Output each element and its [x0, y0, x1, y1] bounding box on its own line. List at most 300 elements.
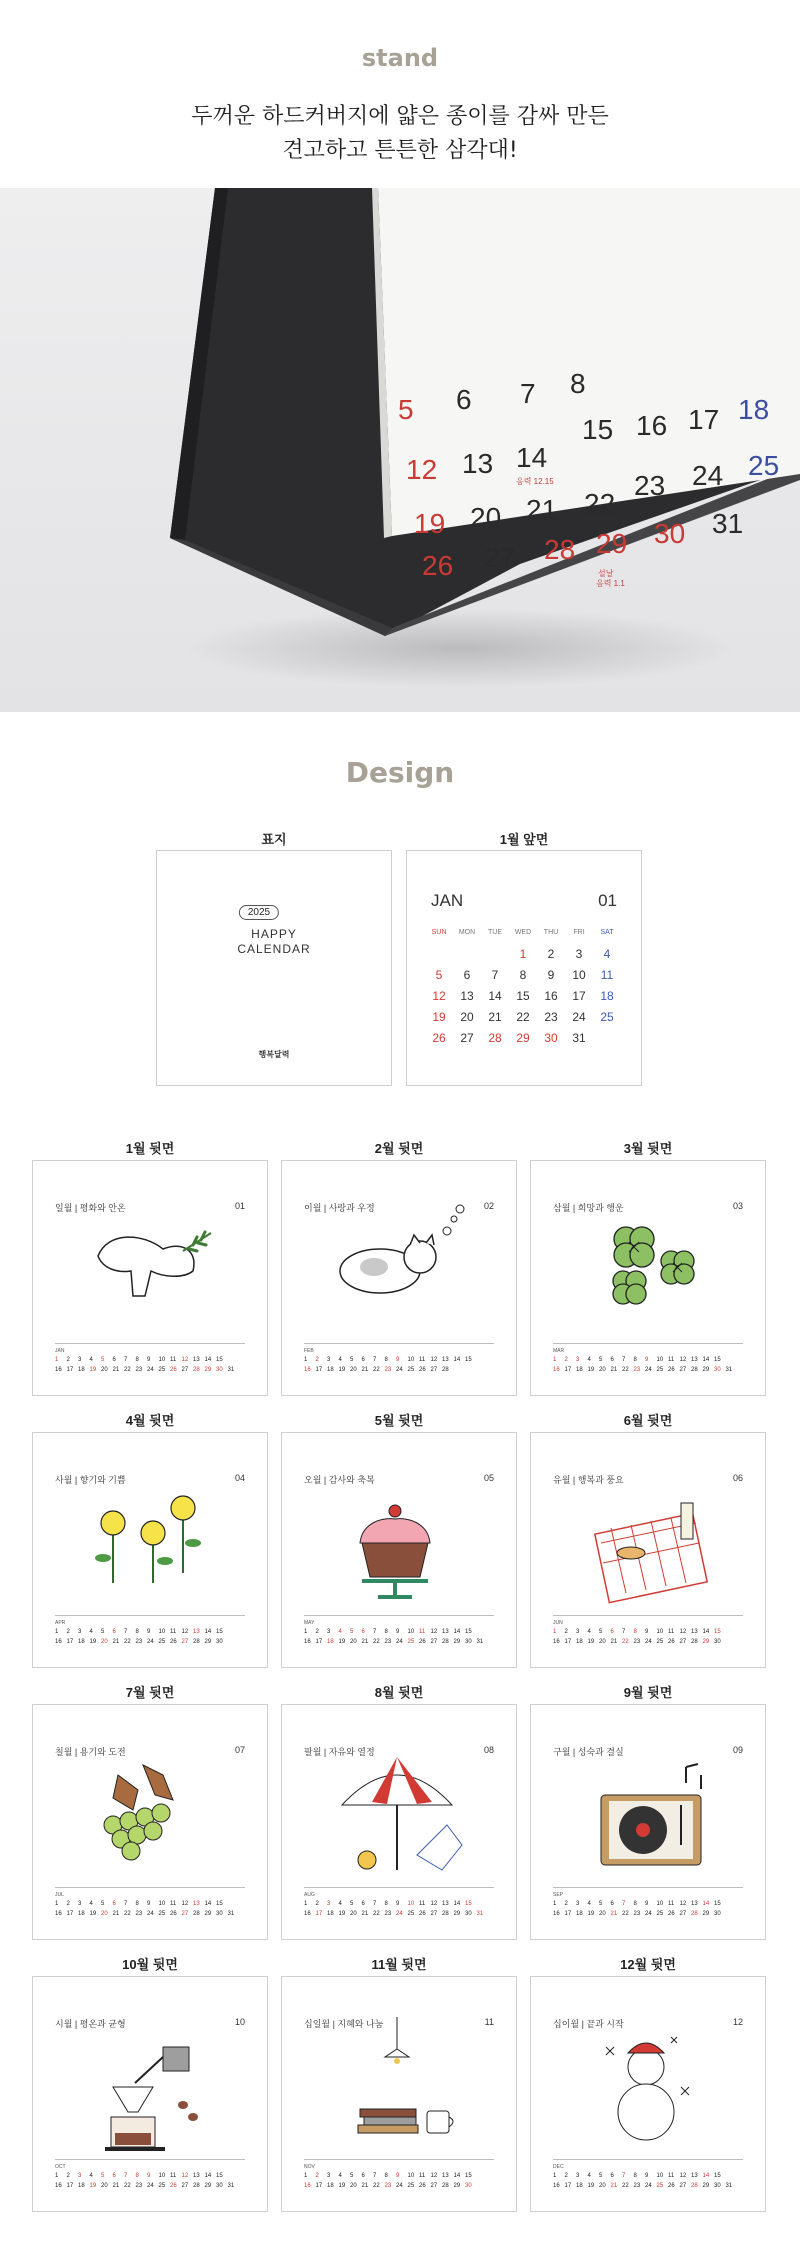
mini-calendar-day: 20 [101, 1367, 108, 1373]
mini-calendar-day: 10 [407, 1629, 415, 1635]
photo-lunar-note: 설날 [598, 569, 614, 578]
mini-calendar-day: 22 [124, 1639, 131, 1645]
mini-calendar-day: 22 [622, 1911, 629, 1917]
mini-calendar-month: SEP [553, 1892, 564, 1898]
mini-calendar-day: 26 [668, 1367, 675, 1373]
mini-calendar-day: 31 [476, 1911, 484, 1917]
mini-calendar-day: 4 [89, 2173, 93, 2179]
mini-calendar-day: 22 [373, 1367, 380, 1373]
mini-calendar-day: 17 [315, 2183, 323, 2189]
mini-calendar-day: 13 [442, 1901, 449, 1907]
divider [55, 1887, 245, 1888]
mini-calendar-day: 1 [304, 1357, 308, 1363]
mini-calendar-day: 20 [599, 2183, 606, 2189]
mini-calendar-day: 18 [327, 2183, 334, 2189]
back-page-label: 5월 뒷면 [374, 1413, 424, 1428]
weekday-header: TUE [488, 929, 502, 936]
back-page-label: 10월 뒷면 [122, 1957, 178, 1972]
mini-calendar-day: 19 [89, 1367, 97, 1373]
mini-calendar-day: 7 [622, 1629, 626, 1635]
mini-calendar-day: 13 [442, 2173, 449, 2179]
back-page-card [32, 1432, 268, 1668]
mini-calendar-day: 29 [453, 2183, 461, 2189]
mini-calendar-day: 3 [576, 1357, 580, 1363]
mini-calendar-day: 18 [78, 2183, 85, 2189]
mini-calendar-day: 29 [702, 1911, 710, 1917]
mini-calendar-day: 25 [407, 1367, 415, 1373]
mini-calendar-day: 28 [193, 1639, 200, 1645]
back-page-number: 10 [234, 2017, 245, 2027]
weekday-header: SAT [600, 929, 614, 936]
weekday-header: FRI [573, 929, 585, 936]
mini-calendar-day: 11 [668, 1629, 675, 1635]
back-page-card [281, 1432, 517, 1668]
mini-calendar-day: 23 [135, 2183, 143, 2189]
photo-day-number: 29 [596, 528, 628, 559]
mini-calendar-day: 9 [147, 1357, 151, 1363]
mini-calendar-day: 15 [216, 1357, 223, 1363]
mini-calendar-row-1 [55, 1629, 228, 1635]
mini-calendar-day: 27 [430, 1367, 438, 1373]
front-day: 19 [432, 1010, 446, 1024]
front-day: 25 [600, 1010, 614, 1024]
front-day: 30 [544, 1031, 558, 1045]
mini-calendar-day: 1 [553, 1901, 557, 1907]
mini-calendar-day: 28 [691, 1639, 698, 1645]
mini-calendar-day: 19 [89, 2183, 97, 2189]
mini-calendar-day: 10 [656, 2173, 664, 2179]
mini-calendar-day: 1 [304, 2173, 308, 2179]
mini-calendar-day: 11 [170, 1629, 177, 1635]
mini-calendar-day: 18 [78, 1911, 85, 1917]
mini-calendar-day: 30 [465, 2183, 472, 2189]
mini-calendar-row-2 [304, 1367, 454, 1373]
mini-calendar-day: 29 [204, 1639, 212, 1645]
mini-calendar-day: 24 [645, 1367, 652, 1373]
cover-line-2: CALENDAR [237, 942, 311, 956]
photo-day-number: 18 [738, 394, 770, 425]
cover-line-1: HAPPY [251, 927, 297, 941]
front-month-number: 01 [598, 891, 617, 910]
mini-calendar-day: 16 [553, 1367, 560, 1373]
mini-calendar-day: 3 [78, 1629, 82, 1635]
front-day: 4 [603, 947, 611, 961]
mini-calendar-day: 17 [315, 1367, 323, 1373]
mini-calendar-day: 22 [622, 1367, 629, 1373]
mini-calendar-day: 4 [587, 2173, 591, 2179]
mini-calendar-day: 6 [112, 1357, 116, 1363]
front-day: 12 [432, 989, 446, 1003]
mini-calendar-day: 30 [714, 1911, 721, 1917]
mini-calendar-day: 28 [193, 1911, 200, 1917]
mini-calendar-day: 21 [112, 2183, 120, 2189]
mini-calendar-row-2 [55, 1639, 228, 1645]
mini-calendar-day: 28 [442, 1367, 449, 1373]
back-page-number: 09 [732, 1745, 743, 1755]
back-page-title: 이월 | 사랑과 우정 [304, 1203, 375, 1213]
mini-calendar-day: 6 [610, 1357, 614, 1363]
front-day: 18 [600, 989, 614, 1003]
mini-calendar-day: 19 [587, 2183, 595, 2189]
mini-calendar-day: 4 [89, 1629, 93, 1635]
back-page-card [32, 1704, 268, 1940]
mini-calendar-day: 30 [465, 1639, 472, 1645]
mini-calendar-day: 3 [327, 1357, 331, 1363]
mini-calendar-row-1 [304, 1901, 477, 1907]
back-page-card [281, 1976, 517, 2212]
mini-calendar-day: 29 [204, 1911, 212, 1917]
mini-calendar-day: 27 [430, 1639, 438, 1645]
mini-calendar-day: 11 [419, 1357, 426, 1363]
mini-calendar-day: 16 [304, 1639, 311, 1645]
photo-day-number: 28 [544, 534, 576, 565]
mini-calendar-day: 6 [112, 1901, 116, 1907]
mini-calendar-day: 11 [170, 1357, 177, 1363]
mini-calendar-day: 4 [338, 1357, 342, 1363]
cover-card [156, 850, 392, 1086]
weekday-header: SUN [431, 929, 447, 936]
mini-calendar-day: 6 [610, 1629, 614, 1635]
mini-calendar-day: 2 [564, 1629, 568, 1635]
mini-calendar-day: 20 [350, 2183, 357, 2189]
mini-calendar-day: 10 [158, 1901, 166, 1907]
mini-calendar-day: 17 [315, 1639, 323, 1645]
back-page-label: 9월 뒷면 [623, 1685, 673, 1700]
mini-calendar-day: 27 [181, 1367, 189, 1373]
divider [553, 1615, 743, 1616]
mini-calendar-day: 14 [204, 1901, 212, 1907]
mini-calendar-day: 13 [193, 1629, 200, 1635]
mini-calendar-day: 28 [193, 2183, 200, 2189]
mini-calendar-day: 5 [101, 1901, 105, 1907]
mini-calendar-day: 21 [610, 1639, 618, 1645]
record-player-icon [531, 1705, 767, 1885]
mini-calendar-day: 1 [55, 2173, 59, 2179]
back-page-label: 11월 뒷면 [371, 1957, 427, 1972]
mini-calendar-day: 26 [668, 1911, 675, 1917]
mini-calendar-day: 2 [66, 1629, 70, 1635]
photo-day-number: 7 [520, 378, 536, 409]
mini-calendar-day: 17 [564, 1367, 572, 1373]
mini-calendar-day: 12 [430, 2173, 438, 2179]
umbrella-icon [282, 1705, 518, 1885]
mini-calendar-day: 12 [430, 1357, 438, 1363]
mini-calendar-day: 10 [158, 1357, 166, 1363]
front-day: 1 [519, 947, 527, 961]
front-day: 3 [575, 947, 583, 961]
mini-calendar-day: 19 [338, 1367, 346, 1373]
back-page-title: 구월 | 성숙과 결실 [553, 1747, 624, 1757]
back-page-card [530, 1160, 766, 1396]
mini-calendar-day: 28 [442, 2183, 449, 2189]
mini-calendar-day: 11 [668, 1901, 675, 1907]
mini-calendar-day: 11 [668, 2173, 675, 2179]
photo-day-number: 13 [462, 448, 494, 479]
mini-calendar-row-2 [55, 2183, 239, 2189]
divider [55, 1615, 245, 1616]
divider [55, 1343, 245, 1344]
back-page-title: 유월 | 행복과 풍요 [553, 1475, 624, 1485]
mini-calendar-day: 9 [396, 1629, 400, 1635]
mini-calendar-day: 2 [315, 2173, 319, 2179]
divider [553, 2159, 743, 2160]
mini-calendar-day: 19 [338, 2183, 346, 2189]
mini-calendar-day: 8 [135, 1629, 139, 1635]
mini-calendar-day: 16 [304, 1911, 311, 1917]
mini-calendar-day: 12 [679, 2173, 687, 2179]
weekday-header: WED [514, 929, 532, 936]
mini-calendar-day: 9 [396, 1357, 400, 1363]
mini-calendar-day: 26 [419, 2183, 426, 2189]
back-page-label: 2월 뒷면 [374, 1141, 424, 1156]
mini-calendar-day: 17 [66, 2183, 74, 2189]
mini-calendar-day: 26 [170, 1639, 177, 1645]
mini-calendar-day: 10 [656, 1629, 664, 1635]
photo-lunar-note: 음력 12.15 [516, 477, 554, 486]
mini-calendar-day: 15 [714, 1629, 721, 1635]
front-label: 1월 앞면 [499, 832, 549, 847]
photo-day-number: 14 [516, 442, 548, 473]
mini-calendar-day: 1 [304, 1901, 308, 1907]
mini-calendar-day: 6 [361, 2173, 365, 2179]
stand-photo [0, 188, 800, 712]
mini-calendar-day: 2 [66, 1901, 70, 1907]
photo-day-number: 12 [406, 454, 438, 485]
photo-day-number: 8 [570, 368, 586, 399]
mini-calendar-day: 12 [181, 1629, 189, 1635]
mini-calendar-day: 1 [553, 2173, 557, 2179]
back-page-card [530, 1976, 766, 2212]
mini-calendar-day: 7 [373, 1901, 377, 1907]
mini-calendar-day: 9 [645, 2173, 649, 2179]
mini-calendar-day: 19 [338, 1911, 346, 1917]
mini-calendar-day: 14 [702, 1629, 710, 1635]
mini-calendar-day: 5 [599, 2173, 603, 2179]
front-day: 13 [460, 989, 474, 1003]
mini-calendar-day: 23 [135, 1639, 143, 1645]
mini-calendar-day: 13 [691, 2173, 698, 2179]
mini-calendar-day: 10 [656, 1901, 664, 1907]
mini-calendar-day: 29 [453, 1639, 461, 1645]
mini-calendar-day: 9 [645, 1901, 649, 1907]
front-day: 9 [547, 968, 555, 982]
mini-calendar-month: MAR [553, 1348, 565, 1354]
mini-calendar-day: 13 [442, 1357, 449, 1363]
back-page-label: 12월 뒷면 [620, 1957, 676, 1972]
mini-calendar-day: 26 [170, 2183, 177, 2189]
mini-calendar-day: 14 [204, 1357, 212, 1363]
back-page-number: 01 [234, 1201, 245, 1211]
mini-calendar-day: 7 [373, 1629, 377, 1635]
mini-calendar-month: JUN [553, 1620, 563, 1626]
mini-calendar-day: 21 [610, 1911, 618, 1917]
mini-calendar-day: 28 [691, 2183, 698, 2189]
mini-calendar-day: 21 [361, 1639, 369, 1645]
mini-calendar-day: 23 [135, 1911, 143, 1917]
mini-calendar-day: 20 [350, 1639, 357, 1645]
mini-calendar-day: 2 [66, 1357, 70, 1363]
back-page-label: 7월 뒷면 [125, 1685, 175, 1700]
mini-calendar-day: 6 [361, 1357, 365, 1363]
mini-calendar-day: 11 [419, 1901, 426, 1907]
photo-day-number: 17 [688, 404, 720, 435]
mini-calendar-day: 11 [419, 2173, 426, 2179]
mini-calendar-day: 21 [112, 1911, 120, 1917]
mini-calendar-day: 30 [714, 2183, 721, 2189]
photo-day-number: 31 [712, 508, 744, 539]
mini-calendar-day: 22 [622, 1639, 629, 1645]
mini-calendar-day: 16 [55, 1367, 62, 1373]
mini-calendar-day: 16 [55, 1639, 62, 1645]
mini-calendar-day: 14 [453, 1901, 461, 1907]
mini-calendar-day: 1 [304, 1629, 308, 1635]
mini-calendar-day: 18 [327, 1367, 334, 1373]
photo-day-number: 20 [470, 502, 502, 533]
dove-icon [33, 1161, 269, 1341]
mini-calendar-day: 29 [702, 2183, 710, 2189]
coffee-dripper-icon [33, 1977, 269, 2157]
divider [304, 2159, 494, 2160]
mini-calendar-day: 3 [327, 1629, 331, 1635]
cover-brand: 행복달력 [258, 1050, 290, 1059]
divider [553, 1343, 743, 1344]
divider [304, 1887, 494, 1888]
mini-calendar-day: 18 [327, 1639, 334, 1645]
photo-day-number: 15 [582, 414, 614, 445]
mini-calendar-day: 9 [147, 2173, 151, 2179]
mini-calendar-row-2 [304, 2183, 477, 2189]
back-page-number: 05 [483, 1473, 494, 1483]
mini-calendar-day: 25 [656, 1367, 664, 1373]
front-day: 14 [488, 989, 502, 1003]
mini-calendar-day: 22 [373, 2183, 380, 2189]
back-page-number: 03 [732, 1201, 743, 1211]
back-page-card [32, 1160, 268, 1396]
mini-calendar-day: 3 [327, 2173, 331, 2179]
mini-calendar-day: 23 [384, 2183, 392, 2189]
mini-calendar-day: 19 [587, 1367, 595, 1373]
mini-calendar-day: 7 [124, 1901, 128, 1907]
mini-calendar-day: 30 [216, 1911, 223, 1917]
mini-calendar-day: 27 [430, 2183, 438, 2189]
front-day: 20 [460, 1010, 474, 1024]
front-day: 5 [435, 968, 443, 982]
mini-calendar-day: 15 [465, 1901, 472, 1907]
mini-calendar-day: 26 [419, 1639, 426, 1645]
mini-calendar-day: 14 [204, 1629, 212, 1635]
mini-calendar-day: 31 [725, 1367, 733, 1373]
mini-calendar-day: 5 [350, 1357, 354, 1363]
headline-line-2: 견고하고 튼튼한 삼각대! [282, 138, 518, 163]
mini-calendar-row-1 [553, 1357, 726, 1363]
mini-calendar-day: 22 [124, 1367, 131, 1373]
mini-calendar-day: 4 [89, 1357, 93, 1363]
mini-calendar-day: 16 [55, 1911, 62, 1917]
mini-calendar-row-2 [304, 1911, 488, 1917]
mini-calendar-day: 3 [576, 1901, 580, 1907]
mini-calendar-day: 27 [181, 1911, 189, 1917]
mini-calendar-day: 19 [338, 1639, 346, 1645]
back-page-title: 칠월 | 용기와 도전 [55, 1747, 126, 1757]
back-page-card [281, 1160, 517, 1396]
back-page-number: 07 [234, 1745, 245, 1755]
mini-calendar-day: 10 [407, 1357, 415, 1363]
mini-calendar-day: 21 [361, 1911, 369, 1917]
snowman-icon [531, 1977, 767, 2157]
mini-calendar-day: 28 [442, 1639, 449, 1645]
photo-day-number: 5 [398, 394, 414, 425]
mini-calendar-day: 5 [599, 1357, 603, 1363]
mini-calendar-day: 13 [691, 1357, 698, 1363]
mini-calendar-day: 19 [89, 1639, 97, 1645]
front-day: 23 [544, 1010, 558, 1024]
back-page-title: 십이월 | 끝과 시작 [553, 2019, 624, 2029]
mini-calendar-day: 12 [679, 1901, 687, 1907]
mini-calendar-day: 2 [564, 1357, 568, 1363]
mini-calendar-day: 27 [181, 1639, 189, 1645]
mini-calendar-day: 27 [679, 1639, 687, 1645]
mini-calendar-day: 1 [55, 1629, 59, 1635]
mini-calendar-day: 15 [714, 1901, 721, 1907]
mini-calendar-day: 21 [112, 1639, 120, 1645]
mini-calendar-day: 17 [66, 1639, 74, 1645]
mini-calendar-day: 7 [373, 1357, 377, 1363]
mini-calendar-day: 10 [407, 1901, 415, 1907]
front-day: 11 [600, 968, 614, 982]
cupcake-icon [282, 1433, 518, 1613]
mini-calendar-day: 23 [384, 1367, 392, 1373]
mini-calendar-day: 22 [124, 2183, 131, 2189]
mini-calendar-day: 2 [66, 2173, 70, 2179]
mini-calendar-day: 3 [78, 2173, 82, 2179]
mini-calendar-day: 2 [564, 1901, 568, 1907]
mini-calendar-day: 12 [181, 2173, 189, 2179]
mini-calendar-day: 9 [645, 1629, 649, 1635]
front-day: 10 [572, 968, 586, 982]
mini-calendar-day: 13 [691, 1901, 698, 1907]
books-icon [282, 1977, 518, 2157]
mini-calendar-day: 13 [193, 2173, 200, 2179]
divider [304, 1343, 494, 1344]
back-page-card [530, 1432, 766, 1668]
mini-calendar-day: 25 [656, 1911, 664, 1917]
mini-calendar-day: 20 [101, 1639, 108, 1645]
weekday-header: MON [458, 929, 476, 936]
mini-calendar-day: 15 [714, 1357, 721, 1363]
mini-calendar-day: 14 [204, 2173, 212, 2179]
mini-calendar-month: JAN [55, 1348, 65, 1354]
mini-calendar-day: 31 [725, 2183, 733, 2189]
mini-calendar-day: 8 [135, 1357, 139, 1363]
mini-calendar-day: 8 [135, 2173, 139, 2179]
back-page-card [32, 1976, 268, 2212]
mini-calendar-day: 25 [656, 1639, 664, 1645]
mini-calendar-day: 19 [89, 1911, 97, 1917]
mini-calendar-day: 25 [158, 2183, 166, 2189]
mini-calendar-row-2 [553, 2183, 737, 2189]
mini-calendar-day: 7 [124, 1629, 128, 1635]
photo-day-number: 6 [456, 384, 472, 415]
mini-calendar-row-2 [553, 1639, 726, 1645]
back-page-number: 06 [732, 1473, 743, 1483]
mini-calendar-day: 30 [714, 1367, 721, 1373]
mini-calendar-day: 26 [419, 1367, 426, 1373]
mini-calendar-day: 21 [361, 2183, 369, 2189]
mini-calendar-day: 5 [599, 1901, 603, 1907]
mini-calendar-day: 15 [216, 1629, 223, 1635]
mini-calendar-day: 18 [576, 1639, 583, 1645]
mini-calendar-day: 1 [55, 1901, 59, 1907]
